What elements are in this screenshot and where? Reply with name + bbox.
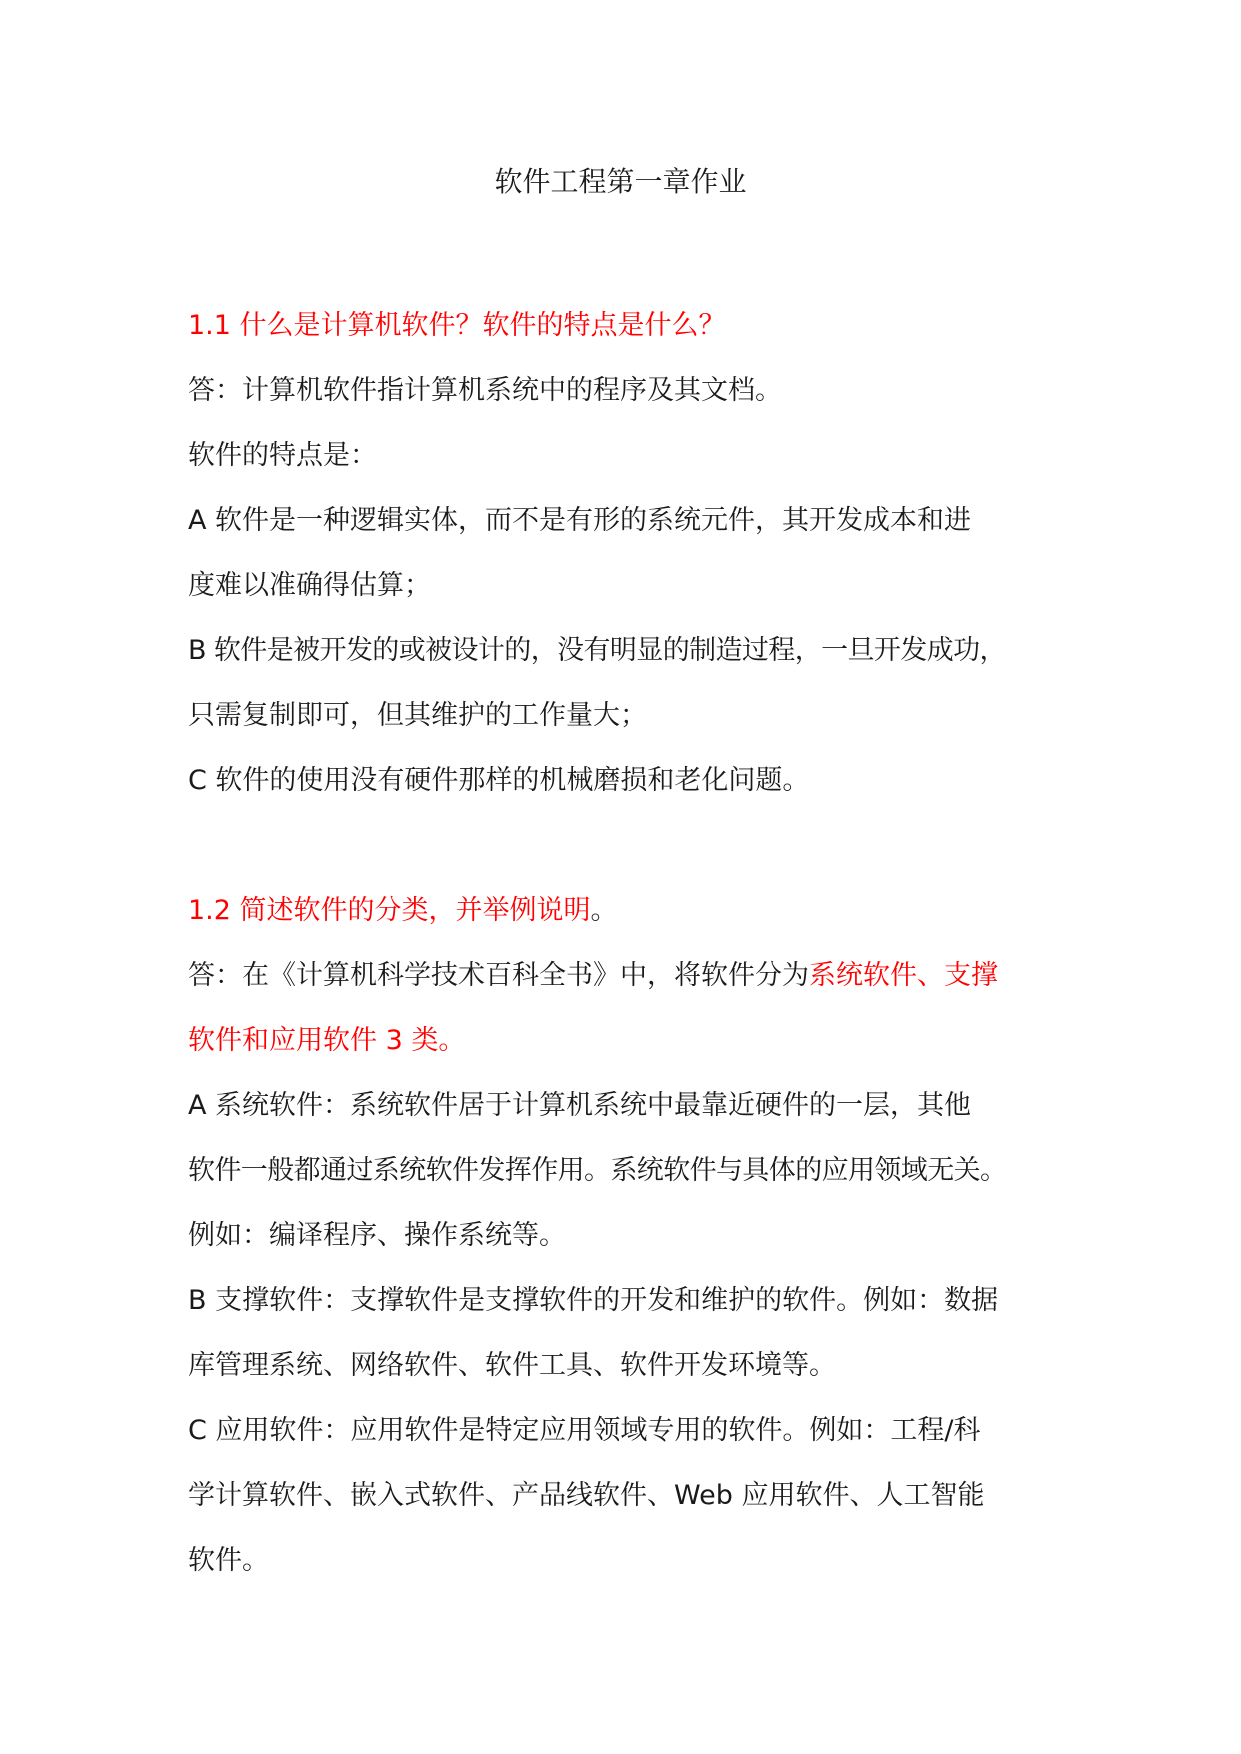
question-1-item-a-line-2: 度难以准确得估算；	[188, 570, 431, 601]
question-2-answer-prefix: 答：在《计算机科学技术百科全书》中，将软件分为	[188, 960, 809, 991]
question-2-item-b-line-1: B 支撑软件：支撑软件是支撑软件的开发和维护的软件。例如：数据	[188, 1285, 999, 1316]
question-2-answer-highlight-2: 软件和应用软件 3 类。	[188, 1025, 466, 1056]
question-1-item-a-line-1: A 软件是一种逻辑实体，而不是有形的系统元件，其开发成本和进	[188, 505, 972, 536]
question-2-item-a-line-3: 例如：编译程序、操作系统等。	[188, 1220, 566, 1251]
question-1-answer-line: 答：计算机软件指计算机系统中的程序及其文档。	[188, 375, 782, 406]
question-2-item-c-line-1: C 应用软件：应用软件是特定应用领域专用的软件。例如：工程/科	[188, 1415, 981, 1446]
question-1-item-c-line-1: C 软件的使用没有硬件那样的机械磨损和老化问题。	[188, 765, 810, 796]
document-body	[188, 293, 1068, 1593]
question-2-heading-period: 。	[590, 895, 618, 926]
question-2-heading-text: 1.2 简述软件的分类，并举例说明	[188, 895, 591, 926]
question-1-item-b-line-1: B 软件是被开发的或被设计的，没有明显的制造过程，一旦开发成功，	[188, 635, 1006, 666]
question-1-features-intro: 软件的特点是：	[188, 440, 377, 471]
question-2-answer-line-1	[188, 943, 1068, 1008]
question-2-heading	[188, 878, 1068, 943]
question-2-item-c-line-3: 软件。	[188, 1545, 269, 1576]
question-2-item-a-line-1: A 系统软件：系统软件居于计算机系统中最靠近硬件的一层，其他	[188, 1090, 972, 1121]
document-title: 软件工程第一章作业	[494, 165, 747, 198]
question-2-answer-highlight-1: 系统软件、支撑	[809, 960, 998, 991]
question-2-item-a-line-2: 软件一般都通过系统软件发挥作用。系统软件与具体的应用领域无关。	[188, 1155, 1007, 1186]
question-1-heading: 1.1 什么是计算机软件？软件的特点是什么？	[188, 310, 726, 341]
question-1-item-b-line-2: 只需复制即可，但其维护的工作量大；	[188, 700, 647, 731]
section-spacer	[188, 813, 1068, 878]
question-2-item-b-line-2: 库管理系统、网络软件、软件工具、软件开发环境等。	[188, 1350, 836, 1381]
question-2-item-c-line-2: 学计算软件、嵌入式软件、产品线软件、Web 应用软件、人工智能	[188, 1480, 985, 1511]
